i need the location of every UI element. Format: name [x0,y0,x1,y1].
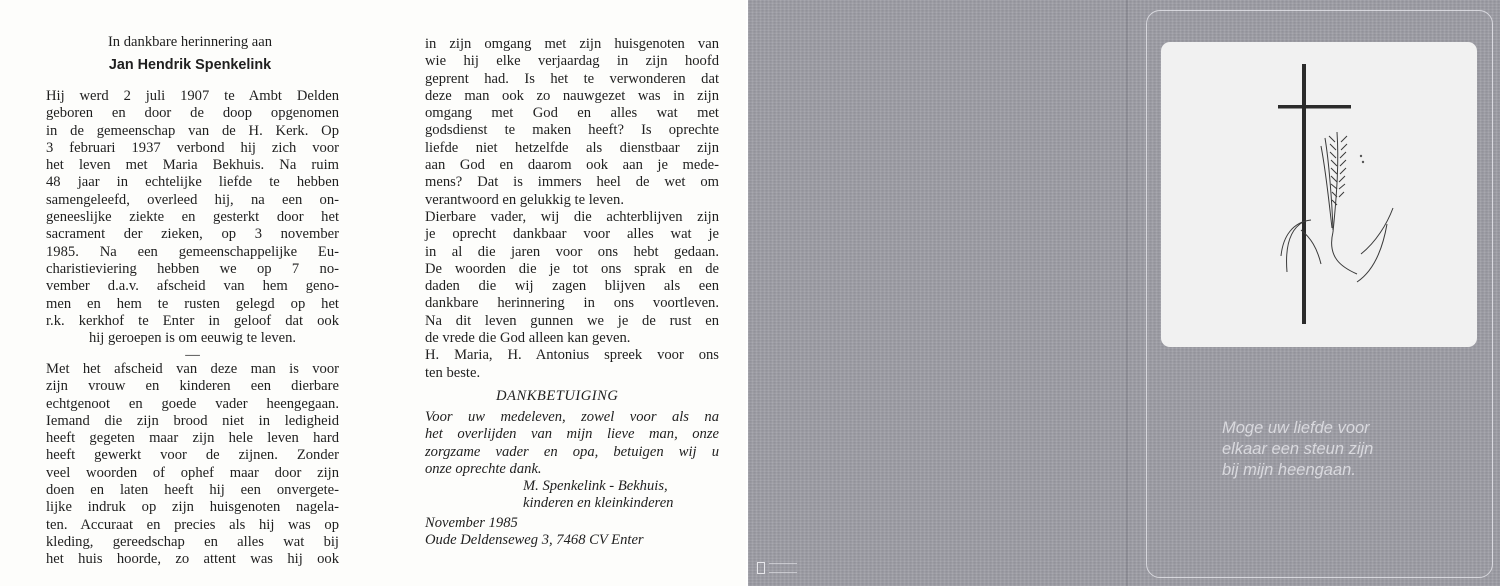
text-line: omgang met God en alles wat met [425,105,719,122]
cover-quote [1222,418,1452,481]
bio-line: 3 februari 1937 verbond hij zich voor [46,139,339,156]
thanks-line: Voor uw medeleven, zowel voor als na [425,409,719,425]
bio-line: 1985. Na een gemeenschappelijke Eu- [46,243,339,260]
cover-image-panel [1161,42,1477,347]
bio-line: r.k. kerkhof te Enter in geloof dat ook [46,312,339,329]
bio-line: het leven met Maria Bekhuis. Na ruim [46,157,339,174]
bio-line: men en hem te rusten gelegd op het [46,295,339,312]
text-line: geprent had. Is het te verwonderen dat [425,70,719,87]
tribute-line: lijke indruk op zijn huisgenoten nagela- [46,499,339,516]
tribute-line: kleding, gereedschap en alles wat bij [46,533,339,550]
bio-line: samengeleefd, overleed hij, na een on- [46,191,339,208]
tribute-line: zijn vrouw en kinderen een dierbare [46,378,339,395]
signature-block [523,478,723,513]
tribute-line: veel woorden of ophef maar door zijn [46,464,339,481]
farewell-last-line: de vrede die God alleen kan geven. [425,330,631,347]
text-line: mens? Dat is immers heel de wet om [425,174,719,191]
farewell-line: dankbare herinnering in ons voortleven. [425,295,719,312]
tribute-line: heeft gegeten maar zijn hele leven hard [46,430,339,447]
continued-block [425,36,719,382]
signature-line: M. Spenkelink - Bekhuis, [523,478,668,494]
thanks-line: zorgzame vader en opa, betuigen wij u [425,443,719,460]
tribute-line: ten. Accuraat en precies als hij was op [46,516,339,533]
text-line: liefde niet hetzelfde als dienstbaar zijn [425,139,719,156]
publisher-logo-icon [757,562,765,574]
tribute-block [46,361,339,569]
deceased-name: Jan Hendrik Spenkelink [108,57,272,73]
tribute-line: het huis hoorde, zo attent was hij ook [46,551,339,568]
tribute-line: Iemand die zijn brood niet in ledigheid [46,412,339,429]
section-divider: — [185,347,200,364]
farewell-line: Na dit leven gunnen we je de rust en [425,312,719,329]
prayer-line: H. Maria, H. Antonius spreek voor ons [425,347,719,364]
intro-heading: In dankbare herinnering aan [107,34,273,50]
bio-line: charistieviering hebben we op 7 no- [46,260,339,277]
text-line: aan God en daarom ook aan je mede- [425,157,719,174]
date-address-block [425,515,725,550]
text-line: in zijn omgang met zijn huisgenoten van [425,36,719,52]
address-line: Oude Deldenseweg 3, 7468 CV Enter [425,532,644,549]
date-line: November 1985 [425,515,518,531]
quote-line: bij mijn heengaan. [1222,461,1356,479]
farewell-line: je oprecht dankbaar voor alles wat je [425,226,719,243]
thanks-heading: DANKBETUIGING [496,388,619,404]
farewell-line: daden die wij zagen blijven als een [425,278,719,295]
card-cover [748,0,1500,586]
bio-last-line: hij geroepen is om eeuwig te leven. [88,330,297,347]
bio-line: geboren en door de doop opgenomen [46,105,339,122]
publisher-mark [769,563,797,573]
bio-line: sacrament der zieken, op 3 november [46,226,339,243]
bio-line: in de gemeenschap van de H. Kerk. Op [46,122,339,139]
text-line: verantwoord en gelukkig te leven. [425,191,624,208]
thanks-line: het overlijden van mijn lieve man, onze [425,426,719,443]
text-line: wie hij elke verjaardag in zijn hoofd [425,53,719,70]
bio-line: 48 jaar in echtelijke liefde te hebben [46,174,339,191]
quote-line: elkaar een steun zijn [1222,440,1374,458]
left-page [0,0,380,586]
prayer-last-line: ten beste. [425,364,481,381]
tribute-line: heeft gewerkt voor de zijnen. Zonder [46,447,339,464]
bio-line: vember d.a.v. afscheid van hem geno- [46,278,339,295]
cross-with-wheat-icon [1161,42,1477,347]
farewell-line: Dierbare vader, wij die achterblijven zijn [425,208,719,225]
farewell-line: in al die jaren voor ons hebt gedaan. [425,243,719,260]
tribute-line: echtgenoot en goede vader heengegaan. [46,395,339,412]
text-line: godsdienst te maken heeft? Is oprechte [425,122,719,139]
middle-page [380,0,746,586]
bio-line: geneeslijke ziekte en gesterkt door het [46,209,339,226]
signature-line: kinderen en kleinkinderen [523,495,674,512]
cover-fold [1126,0,1128,586]
biography-block [46,88,339,364]
bio-line: Hij werd 2 juli 1907 te Ambt Delden [46,88,339,104]
thanks-last-line: onze oprechte dank. [425,460,542,477]
thanks-block [425,409,719,478]
text-line: deze man ook zo nauwgezet was in zijn [425,87,719,104]
tribute-line: Met het afscheid van deze man is voor [46,361,339,377]
farewell-line: De woorden die je tot ons sprak en de [425,260,719,277]
quote-line: Moge uw liefde voor [1222,419,1370,437]
tribute-line: doen en laten heeft hij een onvergete- [46,482,339,499]
